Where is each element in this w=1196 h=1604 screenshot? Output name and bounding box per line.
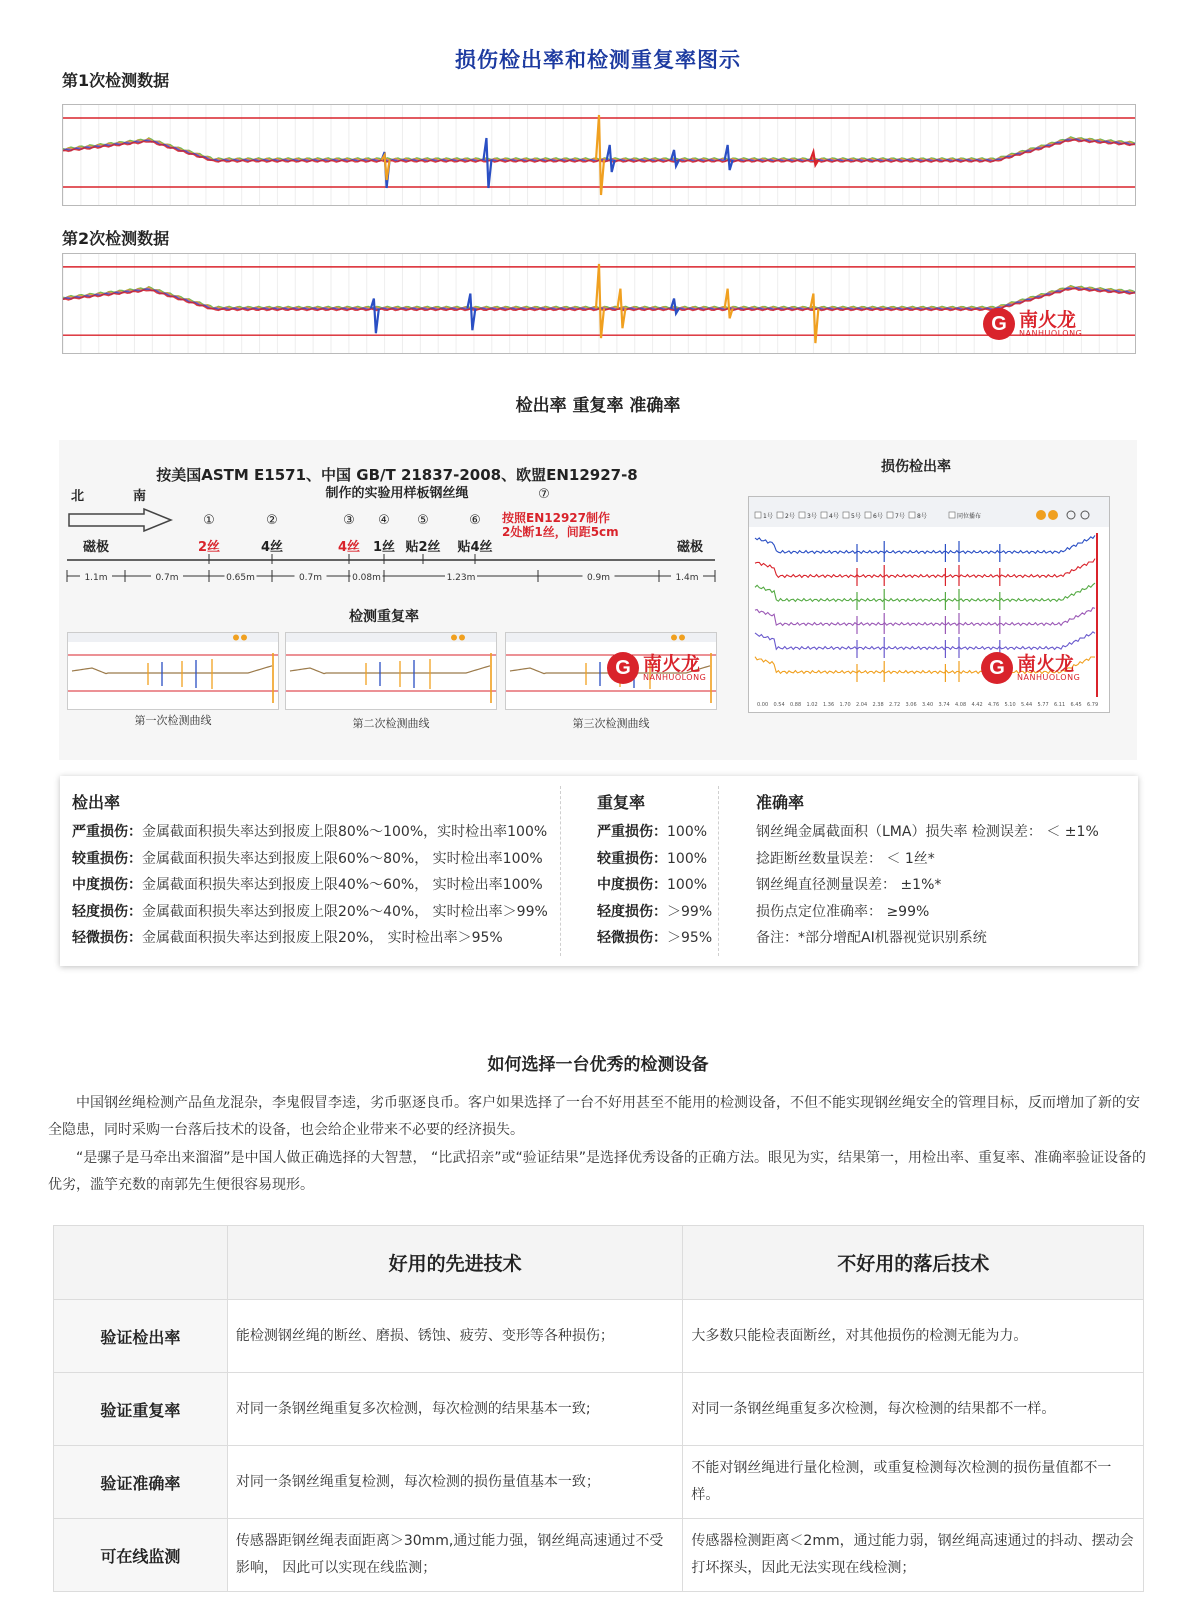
axis-tick-label: 6.45 [1070,702,1082,708]
good-cell: 能检测钢丝绳的断丝、磨损、锈蚀、疲劳、变形等各种损伤； [227,1300,683,1373]
mini-toolbar-button-icon [233,635,239,641]
legend-checkbox [755,512,761,518]
mini-caption-1: 第一次检测曲线 [134,714,212,727]
brand-logo-small-1 [607,652,706,684]
rope-diagram [59,484,729,594]
legend-checkbox [865,512,871,518]
marker-label: 2丝 [197,540,221,555]
mini-trace [72,666,272,674]
marker-number: ⑤ [417,513,429,528]
mini-caption-2: 第二次检测曲线 [352,717,430,730]
marker-number: ③ [343,513,355,528]
mini-chart-1-svg [68,633,278,709]
bad-cell: 大多数只能检表面断丝，对其他损伤的检测无能为力。 [683,1300,1144,1373]
table-header-row [54,1226,1144,1300]
damage-spike [483,138,491,188]
mini-caption-3: 第三次检测曲线 [572,717,650,730]
row-heading: 验证检出率 [54,1300,228,1373]
table-header-empty [54,1226,228,1300]
brand-logo-small-2 [981,652,1080,684]
damage-spike [725,145,733,170]
legend-label: 5号 [851,513,861,520]
brand-name-en: NANHUOLONG [1019,328,1083,338]
mini-toolbar-button-icon [679,635,685,641]
repeat-rate-row: 中度损伤：100% [597,877,708,894]
damage-spike [596,115,604,195]
diagram-title-line1: 按美国ASTM E1571、中国 GB/T 21837-2008、欧盟EN12927-8 [156,466,638,484]
legend-label: 2号 [785,513,795,520]
legend-checkbox [909,512,915,518]
table-row [54,1373,1144,1446]
distance-label: 1.1m [84,573,108,583]
axis-tick-label: 6.11 [1054,702,1066,708]
mini-chart-2-svg [286,633,496,709]
brand-logo-icon: G [607,652,639,684]
brand-logo [983,308,1082,340]
section-title: 检出率 重复率 准确率 [515,396,681,416]
brand-name-en: NANHUOLONG [1017,672,1081,682]
axis-tick-label: 4.76 [988,702,1000,708]
brand-name-cn: 南火龙 [643,652,701,675]
accuracy-column [756,790,1099,952]
mini-toolbar-button-icon [459,635,465,641]
legend-label: 7号 [895,513,905,520]
axis-tick-label: 1.70 [839,702,851,708]
legend-checkbox [821,512,827,518]
note-line1: 按照EN12927制作 [502,511,610,525]
toolbar-button-icon [1036,510,1046,520]
axis-tick-label: 0.54 [773,702,785,708]
page-title: 损伤检出率和检测重复率图示 [455,48,741,72]
mini-trace [290,666,490,674]
detect-trace [755,583,1095,601]
marker-label: 4丝 [337,540,361,555]
marker-number: ④ [378,513,390,528]
axis-tick-label: 1.02 [806,702,818,708]
mini-toolbar-button-icon [451,635,457,641]
marker-label: 贴4丝 [457,540,493,555]
axis-tick-label: 4.42 [971,702,983,708]
accuracy-row: 钢丝绳直径测量误差： ±1%* [756,877,942,894]
accuracy-row: 损伤点定位准确率： ≥99% [756,903,930,920]
table-row [54,1446,1144,1519]
column-divider [718,786,719,956]
mini-toolbar-button-icon [671,635,677,641]
legend-label: 8号 [917,513,927,520]
damage-spike [671,150,679,166]
brand-name-cn: 南火龙 [1019,308,1077,331]
chart1-panel [62,104,1136,206]
accuracy-row: 钢丝绳金属截面积（LMA）损失率 检测误差： ＜ ±1% [756,824,1099,840]
distance-label: 0.7m [155,573,179,583]
legend-checkbox [843,512,849,518]
legend-label: 3号 [807,513,817,520]
good-cell: 传感器距钢丝绳表面距离＞30mm,通过能力强，钢丝绳高速通过不受影响， 因此可以实现在线监测； [227,1519,683,1592]
axis-tick-label: 5.77 [1037,702,1049,708]
marker-label: 贴2丝 [405,540,441,555]
chart-grid [63,105,1117,205]
repeat-rate-row: 严重损伤：100% [597,824,708,840]
detect-trace [755,632,1095,650]
detect-rate-row: 轻微损伤：金属截面积损失率达到报废上限20%， 实时检出率＞95% [72,930,503,947]
brand-name-en: NANHUOLONG [643,672,707,682]
marker-number: ② [266,513,278,528]
legend-label: 1号 [763,513,773,520]
how-title: 如何选择一台优秀的检测设备 [487,1055,709,1075]
damage-spike [596,264,604,338]
chart-grid [63,254,1117,353]
diagram-title-line2: 制作的实验用样板钢丝绳 [325,485,469,501]
distance-label: 1.23m [446,573,476,583]
detect-rate-row: 轻度损伤：金属截面积损失率达到报废上限20%～40%， 实时检出率＞99% [72,903,548,920]
repeat-rate-row: 较重损伤：100% [597,850,708,867]
table-row [54,1300,1144,1373]
good-cell: 对同一条钢丝绳重复多次检测，每次检测的结果基本一致; [227,1373,683,1446]
brand-logo-icon: G [981,652,1013,684]
detect-rate-heading: 检出率 [72,793,121,812]
repeat-rate-column [597,790,712,952]
marker-number: ① [203,513,215,528]
repeat-rate-row: 轻微损伤：＞95% [597,930,713,947]
marker-number: ⑥ [469,513,481,528]
legend-label: 4号 [829,513,839,520]
axis-tick-label: 0.00 [757,702,769,708]
damage-spike [371,299,379,334]
chart2-svg [63,254,1135,353]
damage-spike [671,299,679,314]
legend-label: 6号 [873,513,883,520]
chart1-svg [63,105,1135,205]
column-divider [560,786,561,956]
bad-cell: 不能对钢丝绳进行量化检测，或重复检测每次检测的损伤量值都不一样。 [683,1446,1144,1519]
distance-label: 1.4m [675,573,699,583]
axis-tick-label: 2.38 [872,702,884,708]
south-label: 南 [133,489,147,504]
toolbar-button-icon [1048,510,1058,520]
marker-number: ⑦ [538,487,550,502]
accuracy-row: 捻距断丝数量误差： ＜ 1丝* [756,850,935,867]
marker-label: 1丝 [372,540,396,555]
axis-tick-label: 5.10 [1004,702,1016,708]
repeat-rate-heading: 重复率 [597,793,646,812]
bad-cell: 对同一条钢丝绳重复多次检测，每次检测的结果都不一样。 [683,1373,1144,1446]
brand-name-cn: 南火龙 [1017,652,1075,675]
table-row [54,1519,1144,1592]
detect-rate-row: 较重损伤：金属截面积损失率达到报废上限60%～80%， 实时检出率100% [72,850,543,867]
row-heading: 可在线监测 [54,1519,228,1592]
axis-tick-label: 4.08 [955,702,967,708]
distance-label: 0.7m [298,573,323,583]
axis-tick-label: 6.79 [1087,702,1099,708]
magnet-left-label: 磁极 [83,540,110,555]
intro-paragraph-1: 中国钢丝绳检测产品鱼龙混杂，李鬼假冒李逵，劣币驱逐良币。客户如果选择了一台不好用甚至不能用的检测设备，不但不能实现钢丝绳安全的管理目标，反而增加了新的安全隐患，同时采购一台落后技术的设备，也会给企业带来不必要的经济损失。 [48,1095,1140,1138]
magnet-right-label: 磁极 [677,540,704,555]
mini-toolbar-button-icon [241,635,247,641]
axis-tick-label: 2.72 [889,702,901,708]
chart2-label: 第2次检测数据 [62,229,170,248]
detect-rate-column [72,790,548,952]
detect-trace [755,608,1095,626]
table-header-bad: 不好用的落后技术 [683,1226,1144,1300]
detect-rate-row: 中度损伤：金属截面积损失率达到报废上限40%～60%， 实时检出率100% [72,877,543,894]
chart2-panel [62,253,1136,354]
distance-label: 0.65m [226,573,255,583]
detect-rate-row: 严重损伤：金属截面积损失率达到报废上限80%～100%，实时检出率100% [72,824,548,840]
distance-label: 0.9m [586,573,611,583]
mini-chart-2 [285,632,497,710]
axis-tick-label: 2.04 [856,702,868,708]
table-header-good: 好用的先进技术 [227,1226,683,1300]
comparison-table [53,1225,1144,1592]
row-heading: 验证重复率 [54,1373,228,1446]
marker-label: 4丝 [260,540,284,555]
axis-tick-label: 3.74 [938,702,950,708]
axis-tick-label: 3.40 [922,702,934,708]
repeat-title: 检测重复率 [349,609,419,625]
detect-title: 损伤检出率 [881,459,951,475]
legend-checkbox [887,512,893,518]
bad-cell: 传感器检测距离＜2mm，通过能力弱，钢丝绳高速通过的抖动、摆动会 打坏探头，因此无法实现在线检测； [683,1519,1144,1592]
legend-checkbox [777,512,783,518]
axis-tick-label: 0.88 [790,702,802,708]
direction-arrow [69,509,171,531]
row-heading: 验证准确率 [54,1446,228,1519]
axis-tick-label: 1.36 [823,702,835,708]
axis-tick-label: 3.06 [905,702,917,708]
note-line2: 2处断1丝，间距5cm [502,525,619,539]
accuracy-row: 备注：*部分增配AI机器视觉识别系统 [756,930,987,947]
legend-label: 同位播布 [957,513,982,520]
good-cell: 对同一条钢丝绳重复检测，每次检测的损伤量值基本一致； [227,1446,683,1519]
brand-logo-icon: G [983,308,1015,340]
north-label: 北 [71,489,85,504]
chart1-label: 第1次检测数据 [62,71,170,90]
stats-card [60,776,1138,966]
legend-checkbox [949,512,955,518]
diagram-panel [59,440,1137,760]
axis-tick-label: 5.44 [1021,702,1033,708]
mini-chart-1 [67,632,279,710]
damage-spike [725,289,733,319]
intro-paragraph-2: “是骡子是马牵出来溜溜”是中国人做正确选择的大智慧， “比武招亲”或“验证结果”是选择优秀设备的正确方法。眼见为实，结果第一，用检出率、重复率、准确率验证设备的优劣，滥竽充数的南郭先生便很容易现形。 [48,1150,1146,1193]
repeat-rate-row: 轻度损伤：＞99% [597,903,713,920]
detect-trace [755,535,1095,553]
legend-checkbox [799,512,805,518]
distance-label: 0.08m [352,573,381,583]
accuracy-heading: 准确率 [756,793,805,812]
detect-trace [755,559,1095,578]
